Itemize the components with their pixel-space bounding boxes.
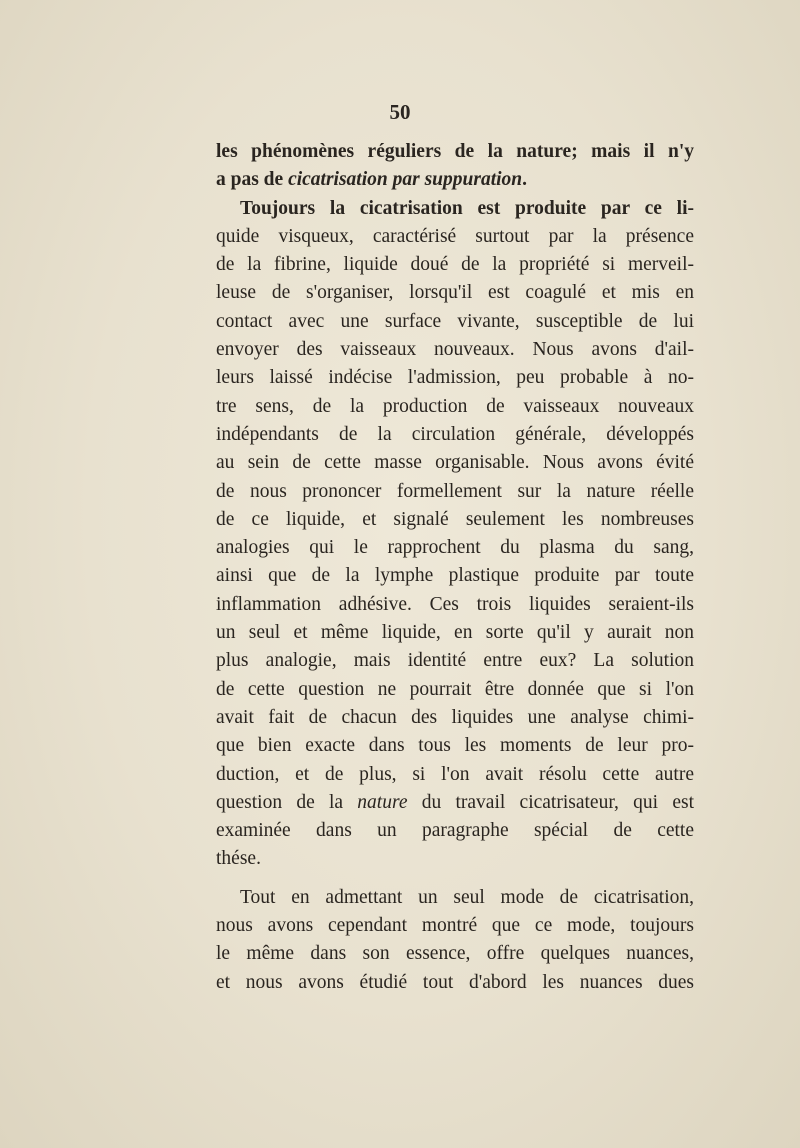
- text-run: les phénomènes réguliers de la nature; mais il n'y: [216, 141, 694, 162]
- text-line: [216, 279, 694, 307]
- text-line: [216, 534, 694, 562]
- text-run: de ce liquide, et signalé seulement les nombreuses: [216, 508, 694, 530]
- text-line: [216, 421, 694, 449]
- text-run: de nous prononcer formellement sur la nature réelle: [216, 480, 694, 502]
- text-line: [216, 761, 694, 789]
- italic-text-run: nature: [357, 791, 408, 813]
- text-line: [216, 912, 694, 940]
- text-line: [216, 138, 694, 166]
- text-run: inflammation adhésive. Ces trois liquides seraient-ils: [216, 593, 694, 615]
- text-line: [216, 732, 694, 760]
- text-line: [216, 704, 694, 732]
- text-line: [216, 647, 694, 675]
- text-run: contact avec une surface vivante, susceptible de lui: [216, 310, 694, 332]
- text-run: Tout en admettant un seul mode de cicatrisation,: [240, 886, 694, 908]
- text-line: [216, 845, 694, 873]
- text-line: [216, 308, 694, 336]
- text-line: [216, 562, 694, 590]
- text-line: [216, 969, 694, 997]
- text-run: examinée dans un paragraphe spécial de cette: [216, 820, 694, 842]
- paragraph: [216, 884, 694, 997]
- text-run: duction, et de plus, si l'on avait résolu cette autre: [216, 763, 694, 785]
- text-run: leurs laissé indécise l'admission, peu probable à no-: [216, 367, 694, 389]
- text-line: [216, 364, 694, 392]
- text-run: que bien exacte dans tous les moments de leur pro-: [216, 735, 694, 757]
- text-run: plus analogie, mais identité entre eux? La solution: [216, 650, 694, 672]
- text-line: [216, 449, 694, 477]
- text-run: au sein de cette masse organisable. Nous avons évité: [216, 452, 694, 474]
- paragraph-gap: [216, 874, 694, 884]
- text-line: [216, 223, 694, 251]
- text-run: de la fibrine, liquide doué de la propriété si merveil-: [216, 254, 694, 276]
- text-line: [216, 393, 694, 421]
- paragraph: [216, 138, 694, 195]
- italic-text-run: cicatrisation par suppuration: [288, 169, 523, 191]
- text-run: Toujours la cicatrisation est produite par ce li-: [240, 197, 694, 219]
- text-run: analogies qui le rapprochent du plasma du sang,: [216, 537, 694, 559]
- text-line: [216, 506, 694, 534]
- text-line: [216, 251, 694, 279]
- text-run: le même dans son essence, offre quelques nuances,: [216, 943, 694, 965]
- text-line: [216, 591, 694, 619]
- text-run: a pas de: [216, 169, 289, 191]
- text-run: quide visqueux, caractérisé surtout par la présence: [216, 225, 694, 247]
- text-line: [216, 789, 694, 817]
- text-line: [216, 940, 694, 968]
- text-run: de cette question ne pourrait être donnée que si l'on: [216, 678, 694, 700]
- text-run: et nous avons étudié tout d'abord les nuances dues: [216, 971, 694, 993]
- text-line: [216, 166, 694, 194]
- text-run: thése.: [216, 848, 261, 870]
- text-line: [216, 676, 694, 704]
- text-run: envoyer des vaisseaux nouveaux. Nous avons d'ail-: [216, 339, 694, 361]
- page-number: 50: [389, 100, 411, 124]
- paragraph: [216, 195, 694, 874]
- text-line: [216, 817, 694, 845]
- text-run: nous avons cependant montré que ce mode, toujours: [216, 915, 694, 937]
- text-run: ainsi que de la lymphe plastique produite par toute: [216, 565, 694, 587]
- text-run: leuse de s'organiser, lorsqu'il est coagulé et mis en: [216, 282, 694, 304]
- text-run: tre sens, de la production de vaisseaux nouveaux: [216, 395, 694, 417]
- text-line: [216, 336, 694, 364]
- text-line: [216, 478, 694, 506]
- text-run: un seul et même liquide, en sorte qu'il y aurait non: [216, 622, 694, 644]
- text-line: [216, 195, 694, 223]
- text-run: avait fait de chacun des liquides une analyse chimi-: [216, 706, 694, 728]
- text-run: indépendants de la circulation générale, développés: [216, 423, 694, 445]
- text-run: question de la: [216, 791, 358, 813]
- body-text: [216, 138, 694, 997]
- text-line: [216, 619, 694, 647]
- text-run: .: [522, 169, 527, 191]
- text-run: du travail cicatrisateur, qui est: [407, 791, 694, 813]
- text-line: [216, 884, 694, 912]
